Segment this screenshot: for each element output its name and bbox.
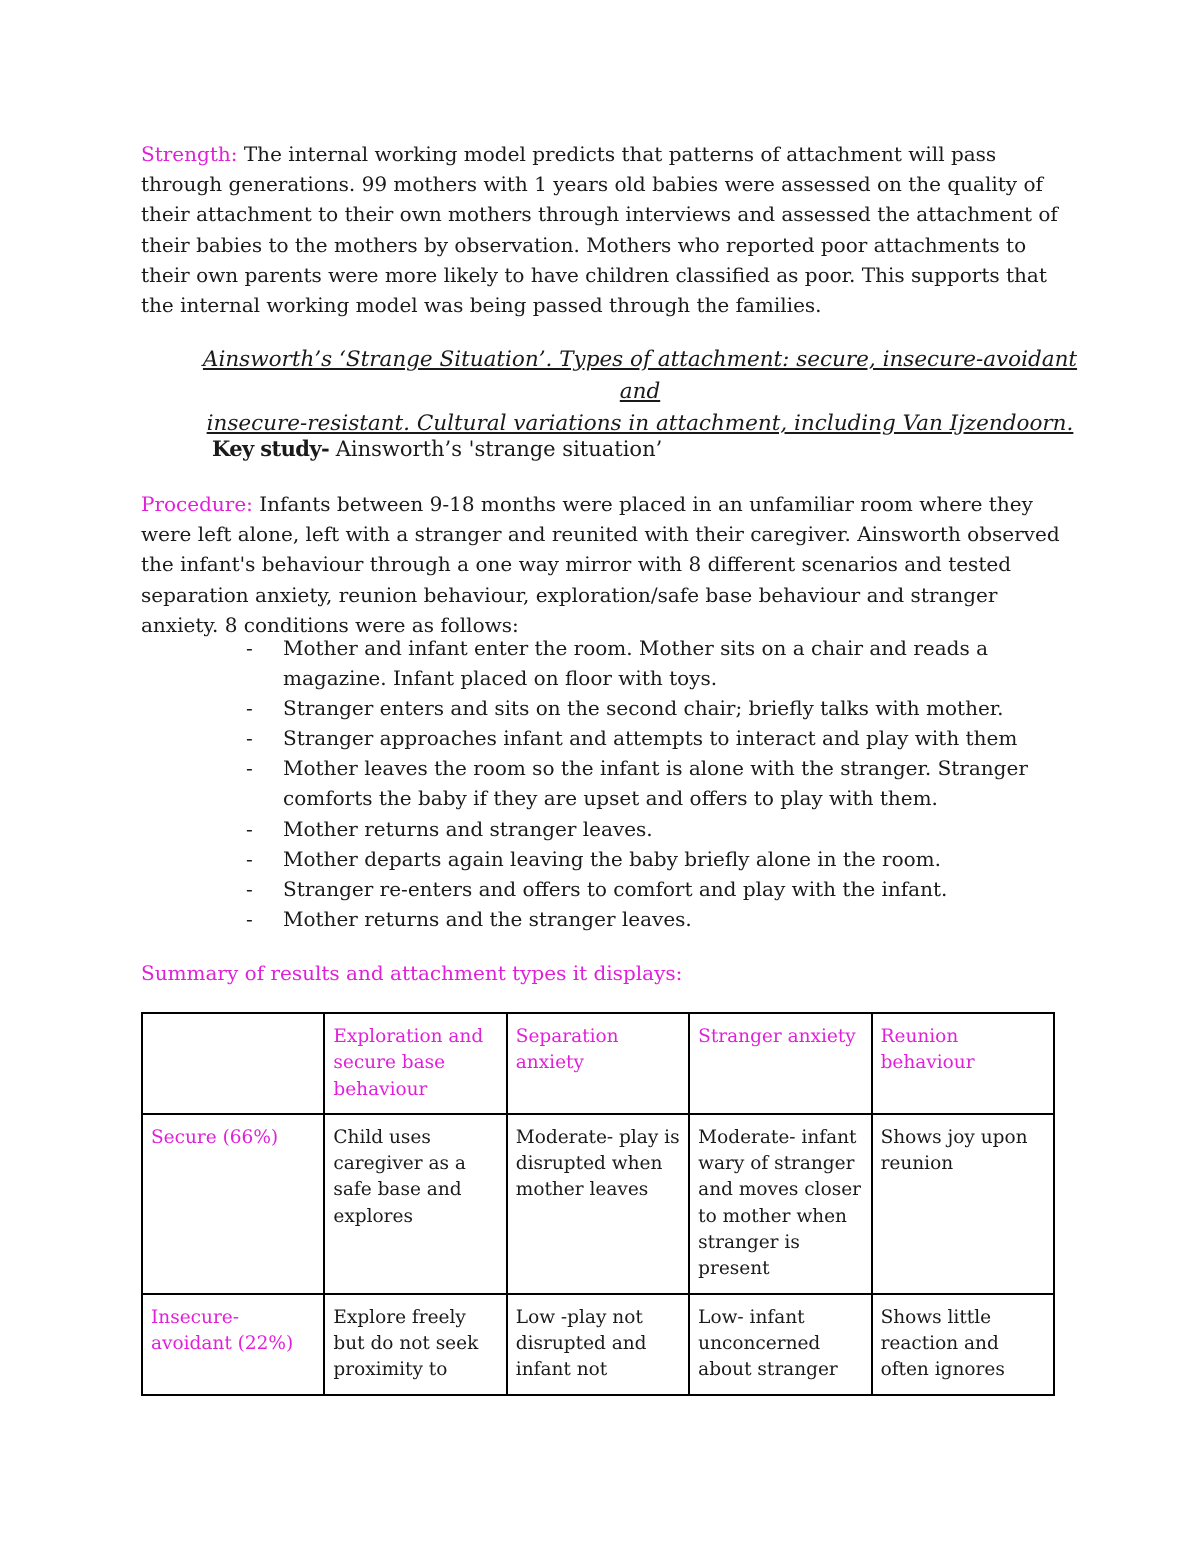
list-item-text: Stranger approaches infant and attempts to interact and play with them [283, 726, 1018, 751]
dash-bullet: - [246, 816, 253, 841]
header-cell-empty [142, 1013, 324, 1114]
dash-bullet: - [246, 756, 253, 781]
header-stranger-anxiety: Stranger anxiety [689, 1013, 871, 1114]
table-cell: Shows little reaction and often ignores [872, 1294, 1054, 1395]
summary-heading: Summary of results and attachment types it displays: [141, 961, 683, 985]
list-item [246, 693, 1076, 723]
table-cell: Low- infant unconcerned about stranger [689, 1294, 871, 1395]
conditions-list [246, 633, 1076, 934]
list-item-text: Mother leaves the room so the infant is alone with the stranger. Stranger comforts the baby if they are upset and offers to play with them. [283, 756, 1028, 811]
attachment-results-table [141, 1012, 1055, 1396]
procedure-paragraph [141, 489, 1061, 640]
dash-bullet: - [246, 906, 253, 931]
section-heading-line1: Ainsworth’s ‘Strange Situation’. Types of attachment: secure, insecure-avoidant and [202, 347, 1078, 404]
row-label-insecure-avoidant: Insecure-avoidant (22%) [142, 1294, 324, 1395]
section-heading [200, 344, 1080, 440]
list-item [246, 753, 1076, 813]
header-exploration: Exploration and secure base behaviour [324, 1013, 506, 1114]
table-cell: Moderate- infant wary of stranger and moves closer to mother when stranger is present [689, 1114, 871, 1294]
table-cell: Explore freely but do not seek proximity to [324, 1294, 506, 1395]
list-item-text: Stranger re-enters and offers to comfort and play with the infant. [283, 876, 948, 901]
table-row [142, 1294, 1054, 1395]
dash-bullet: - [246, 876, 253, 901]
list-item-text: Mother and infant enter the room. Mother sits on a chair and reads a magazine. Infant placed on floor with toys. [283, 636, 988, 691]
row-label-secure: Secure (66%) [142, 1114, 324, 1294]
table-header-row [142, 1013, 1054, 1114]
key-study [212, 434, 662, 464]
list-item-text: Mother departs again leaving the baby briefly alone in the room. [283, 846, 941, 871]
dash-bullet: - [246, 696, 253, 721]
key-study-label: Key study- [212, 436, 330, 461]
list-item-text: Mother returns and stranger leaves. [283, 816, 653, 841]
list-item [246, 633, 1076, 693]
strength-paragraph [141, 139, 1061, 320]
list-item [246, 844, 1076, 874]
table-cell: Moderate- play is disrupted when mother leaves [507, 1114, 689, 1294]
table-cell: Shows joy upon reunion [872, 1114, 1054, 1294]
dash-bullet: - [246, 636, 253, 660]
list-item-text: Stranger enters and sits on the second chair; briefly talks with mother. [283, 696, 1004, 721]
procedure-text: Infants between 9-18 months were placed in an unfamiliar room where they were left alone, left with a stranger and reunited with their caregiver. Ainsworth observed the infant's behaviour through a one way mirror with 8 different scenarios and tested separation anxiety, reunion behaviour, exploration/safe base behaviour and stranger anxiety. 8 conditions were as follows: [141, 492, 1060, 637]
dash-bullet: - [246, 846, 253, 871]
list-item-text: Mother returns and the stranger leaves. [283, 906, 692, 931]
header-separation-anxiety: Separation anxiety [507, 1013, 689, 1114]
header-reunion-behaviour: Reunion behaviour [872, 1013, 1054, 1114]
strength-text: The internal working model predicts that patterns of attachment will pass through generations. 99 mothers with 1 years old babies were assessed on the quality of their attachment to their own mothers through interviews and assessed the attachment of their babies to the mothers by observation. Mothers who reported poor attachments to their own parents were more likely to have children classified as poor. This supports that the internal working model was being passed through the families. [141, 142, 1058, 318]
procedure-label: Procedure: [141, 492, 253, 516]
key-study-text: Ainsworth’s 'strange situation’ [329, 437, 663, 461]
list-item [246, 904, 1076, 934]
strength-label: Strength: [141, 142, 238, 166]
list-item [246, 874, 1076, 904]
dash-bullet: - [246, 726, 253, 751]
list-item [246, 723, 1076, 753]
table-cell: Low -play not disrupted and infant not [507, 1294, 689, 1395]
list-item [246, 814, 1076, 844]
section-heading-line2: insecure-resistant. Cultural variations in attachment, including Van Ijzendoorn. [206, 411, 1074, 436]
table-row [142, 1114, 1054, 1294]
table-cell: Child uses caregiver as a safe base and explores [324, 1114, 506, 1294]
